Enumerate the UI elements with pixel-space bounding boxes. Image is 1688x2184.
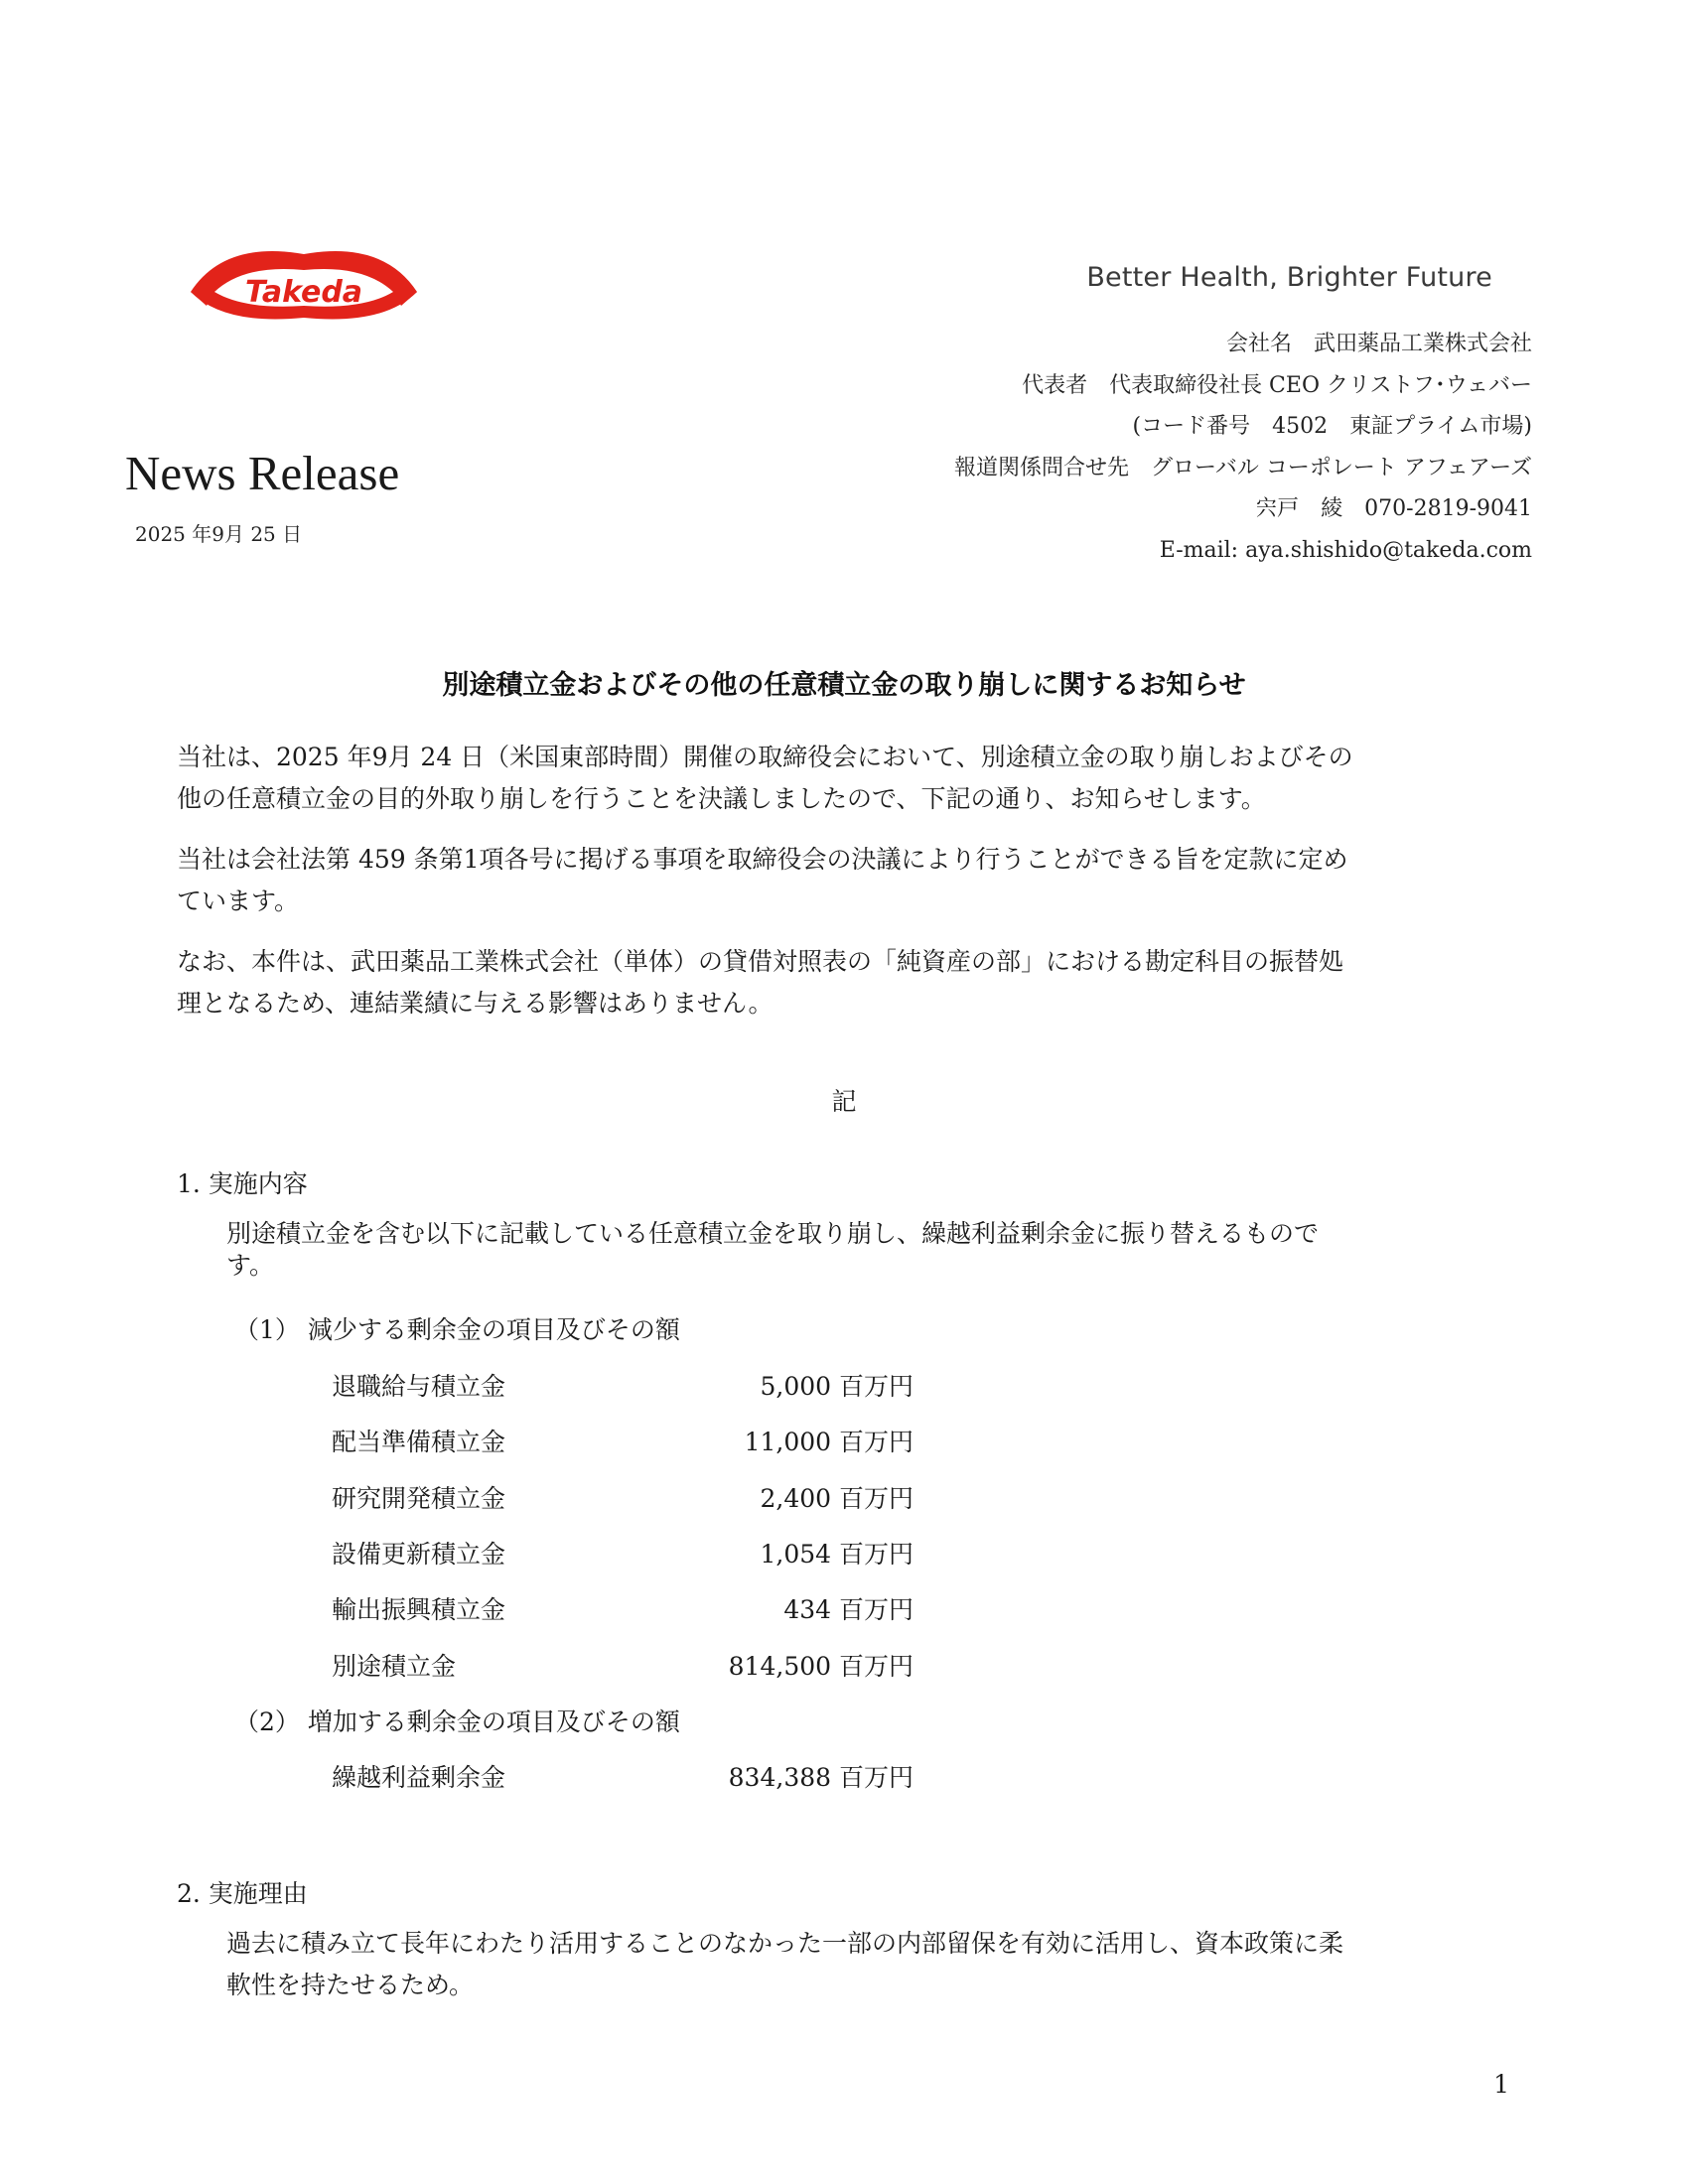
subsection-2-heading: （2） 増加する剰余金の項目及びその額 bbox=[234, 1707, 680, 1736]
intro-paragraph-2 bbox=[177, 839, 1507, 922]
text-line: ています。 bbox=[177, 887, 300, 915]
text-line: 過去に積み立て長年にわたり活用することのなかった一部の内部留保を有効に活用し、資本政策に柔 bbox=[226, 1929, 1344, 1958]
subsection-1-heading: （1） 減少する剰余金の項目及びその額 bbox=[234, 1315, 680, 1344]
section-1-heading: 1. 実施内容 bbox=[177, 1169, 308, 1198]
headline: 別途積立金およびその他の任意積立金の取り崩しに関するお知らせ bbox=[442, 670, 1246, 701]
intro-paragraph-3 bbox=[177, 941, 1507, 1024]
representative: 代表者 代表取締役社長 CEO クリストフ･ウェバー bbox=[1022, 372, 1532, 398]
company-name: 会社名 武田薬品工業株式会社 bbox=[1225, 332, 1532, 356]
item-label: 設備更新積立金 bbox=[332, 1540, 506, 1569]
item-label: 退職給与積立金 bbox=[332, 1372, 506, 1401]
page-number: 1 bbox=[1493, 2070, 1509, 2099]
release-date: 2025 年9月 25 日 bbox=[135, 522, 303, 546]
stock-code: (コード番号 4502 東証プライム市場) bbox=[1132, 414, 1532, 439]
item-amount: 834,388 百万円 bbox=[728, 1763, 914, 1792]
contact-person: 宍戸 綾 070-2819-9041 bbox=[1255, 496, 1532, 521]
item-label: 別途積立金 bbox=[332, 1652, 457, 1681]
logo-wordmark: Takeda bbox=[244, 275, 363, 310]
item-amount: 1,054 百万円 bbox=[760, 1540, 914, 1569]
takeda-logo bbox=[185, 248, 423, 334]
text-line: 軟性を持たせるため。 bbox=[226, 1971, 475, 1999]
item-amount: 434 百万円 bbox=[783, 1595, 914, 1624]
text-line: 理となるため、連結業績に与える影響はありません。 bbox=[177, 989, 774, 1018]
item-amount: 11,000 百万円 bbox=[744, 1428, 914, 1456]
item-amount: 5,000 百万円 bbox=[760, 1372, 914, 1401]
item-label: 輸出振興積立金 bbox=[332, 1595, 506, 1624]
item-amount: 2,400 百万円 bbox=[760, 1484, 914, 1513]
text-line: なお、本件は、武田薬品工業株式会社（単体）の貸借対照表の「純資産の部」における勘定科目の振替処 bbox=[177, 947, 1344, 976]
press-contact: 報道関係問合せ先 グローバル コーポレート アフェアーズ bbox=[953, 455, 1532, 480]
contact-email[interactable]: E-mail: aya.shishido@takeda.com bbox=[1159, 537, 1532, 563]
section-1-body bbox=[226, 1213, 1557, 1287]
section-2-heading: 2. 実施理由 bbox=[177, 1879, 308, 1908]
text-line: 他の任意積立金の目的外取り崩しを行うことを決議しましたので、下記の通り、お知らせします。 bbox=[177, 784, 1266, 813]
intro-paragraph-1 bbox=[177, 737, 1507, 820]
tagline: Better Health, Brighter Future bbox=[1086, 262, 1492, 293]
item-label: 繰越利益剰余金 bbox=[332, 1763, 506, 1792]
company-info bbox=[954, 324, 1532, 571]
section-2-body bbox=[226, 1923, 1557, 2006]
text-line: 当社は会社法第 459 条第1項各号に掲げる事項を取締役会の決議により行うことができる旨を定款に定め bbox=[177, 845, 1348, 874]
text-line: す。 bbox=[226, 1251, 275, 1280]
item-label: 配当準備積立金 bbox=[332, 1428, 506, 1456]
news-release-title: News Release bbox=[125, 446, 400, 500]
text-line: 当社は、2025 年9月 24 日（米国東部時間）開催の取締役会において、別途積立金の取り崩しおよびその bbox=[177, 743, 1353, 771]
item-amount: 814,500 百万円 bbox=[728, 1652, 914, 1681]
item-label: 研究開発積立金 bbox=[332, 1484, 506, 1513]
text-line: 別途積立金を含む以下に記載している任意積立金を取り崩し、繰越利益剰余金に振り替えるもので bbox=[226, 1219, 1320, 1248]
ki-marker: 記 bbox=[831, 1087, 857, 1116]
